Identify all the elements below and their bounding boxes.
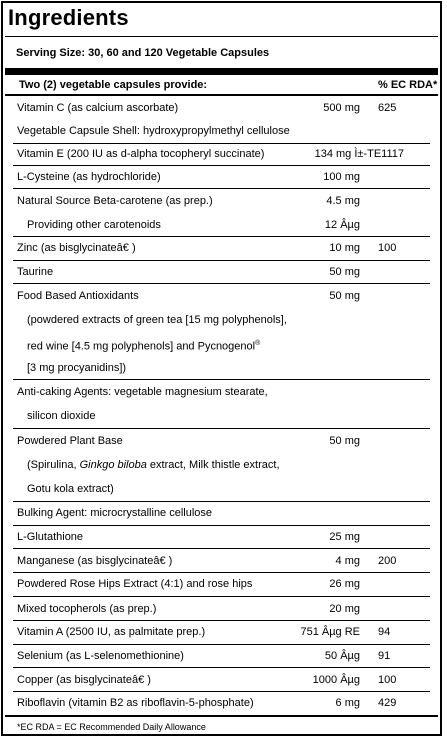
ingredient-amount: 50 mg [329, 266, 360, 278]
ingredient-row [13, 380, 430, 404]
ingredient-amount: 50 mg [329, 290, 360, 302]
ingredient-row [13, 453, 430, 477]
ingredient-row [13, 96, 430, 120]
column-header-rda: % EC RDA* [378, 79, 438, 91]
ingredient-amount: 12 Âµg [324, 219, 360, 231]
ingredient-amount: 50 mg [329, 435, 360, 447]
ingredient-row [13, 668, 430, 692]
ingredient-row [13, 572, 430, 596]
ingredient-label: Vitamin C (as calcium ascorbate) [17, 102, 179, 114]
ingredient-row [13, 356, 430, 380]
ingredient-amount: 25 mg [329, 531, 360, 543]
ingredient-rda: 625 [378, 102, 397, 114]
ingredient-rda: 200 [378, 555, 397, 567]
ingredient-row [13, 308, 430, 332]
page-title: Ingredients [8, 5, 129, 30]
ingredient-label: L-Cysteine (as hydrochloride) [17, 171, 161, 183]
ingredient-label: Vegetable Capsule Shell: hydroxypropylmethyl cellulose [17, 125, 290, 137]
ingredient-label: Natural Source Beta-carotene (as prep.) [17, 195, 213, 207]
ingredient-amount: 100 mg [323, 171, 360, 183]
ingredient-label: Anti-caking Agents: vegetable magnesium stearate, [17, 386, 268, 398]
ingredient-label [27, 332, 260, 359]
column-header-provide: Two (2) vegetable capsules provide: [19, 79, 208, 91]
ingredient-amount: 26 mg [329, 578, 360, 590]
ingredient-row [13, 189, 430, 213]
ingredient-label-pre: (Spirulina, [27, 459, 80, 471]
ingredient-amount: 4 mg [335, 555, 360, 567]
ingredient-label: silicon dioxide [27, 410, 96, 422]
ingredient-label: (powdered extracts of green tea [15 mg polyphenols], [27, 314, 287, 326]
ingredient-label: Food Based Antioxidants [17, 290, 139, 302]
ingredient-row [13, 429, 430, 453]
ingredient-row [13, 525, 430, 549]
ingredient-row [13, 165, 430, 189]
ingredient-label: Copper (as bisglycinateâ€ ) [17, 674, 151, 686]
ingredient-row [13, 501, 430, 525]
ingredient-amount: 4.5 mg [326, 195, 360, 207]
ingredient-label: Vitamin A (2500 IU, as palmitate prep.) [17, 626, 206, 638]
ingredient-label: Powdered Plant Base [17, 435, 123, 447]
ingredient-amount: 751 Âµg RE [300, 626, 360, 638]
ingredient-amount: 500 mg [323, 102, 360, 114]
ingredients-panel [1, 1, 442, 736]
ingredient-rda: 100 [378, 242, 397, 254]
ingredient-label: Providing other carotenoids [27, 219, 161, 231]
serving-size: Serving Size: 30, 60 and 120 Vegetable Capsules [16, 47, 270, 59]
ingredient-label-post: extract, Milk thistle extract, [146, 459, 280, 471]
ingredient-row [13, 477, 430, 501]
ingredient-row [13, 597, 430, 621]
ingredient-row [13, 549, 430, 573]
ingredient-label: Riboflavin (vitamin B2 as riboflavin-5-phosphate) [17, 697, 254, 709]
ingredient-row [13, 236, 430, 260]
ingredient-label: Gotu kola extract) [27, 483, 114, 495]
ingredient-row [13, 644, 430, 668]
ingredient-label: Mixed tocopherols (as prep.) [17, 603, 157, 615]
ingredient-rda: 100 [378, 674, 397, 686]
ingredient-label: L-Glutathione [17, 531, 84, 543]
ingredient-amount: 20 mg [329, 603, 360, 615]
ingredient-row [13, 119, 430, 143]
ingredient-row [13, 332, 430, 356]
ingredient-rda: 94 [378, 626, 391, 638]
ingredient-label [27, 453, 280, 477]
ingredient-row [13, 284, 430, 308]
ingredient-row [13, 620, 430, 644]
ingredient-rda: 91 [378, 650, 391, 662]
ingredient-row [13, 691, 430, 715]
ingredient-rda: 429 [378, 697, 397, 709]
footnote: *EC RDA = EC Recommended Daily Allowance [17, 722, 206, 732]
ingredient-label: Bulking Agent: microcrystalline cellulose [17, 507, 213, 519]
ingredient-row [13, 260, 430, 284]
ingredient-label: Manganese (as bisglycinateâ€ ) [17, 555, 173, 567]
ingredient-label: Selenium (as L-selenomethionine) [17, 650, 184, 662]
ingredient-amount: 50 Âµg [324, 650, 360, 662]
ingredient-row [13, 142, 430, 166]
title-divider [5, 36, 438, 37]
ingredient-label: Vitamin E (200 IU as d-alpha tocopheryl succinate) [17, 148, 265, 160]
footer-divider [5, 715, 438, 717]
ingredient-label: Taurine [17, 266, 54, 278]
ingredient-amount: 6 mg [335, 697, 360, 709]
ingredient-amount: 10 mg [329, 242, 360, 254]
ingredient-row [13, 404, 430, 428]
ingredient-amount: 134 mg Ì±-TE1117 [314, 148, 404, 160]
registered-mark: ® [255, 340, 261, 347]
ingredient-row [13, 213, 430, 237]
thick-divider [5, 68, 438, 75]
ingredient-label-italic: Ginkgo biloba [79, 459, 147, 471]
ingredient-amount: 1000 Âµg [312, 674, 360, 686]
ingredient-label: Powdered Rose Hips Extract (4:1) and rose hips [17, 578, 253, 590]
ingredient-label: Zinc (as bisglycinateâ€ ) [17, 242, 136, 254]
ingredient-label-text: red wine [4.5 mg polyphenols] and Pycnogenol [27, 340, 256, 353]
ingredient-label: [3 mg procyanidins]) [27, 362, 127, 374]
